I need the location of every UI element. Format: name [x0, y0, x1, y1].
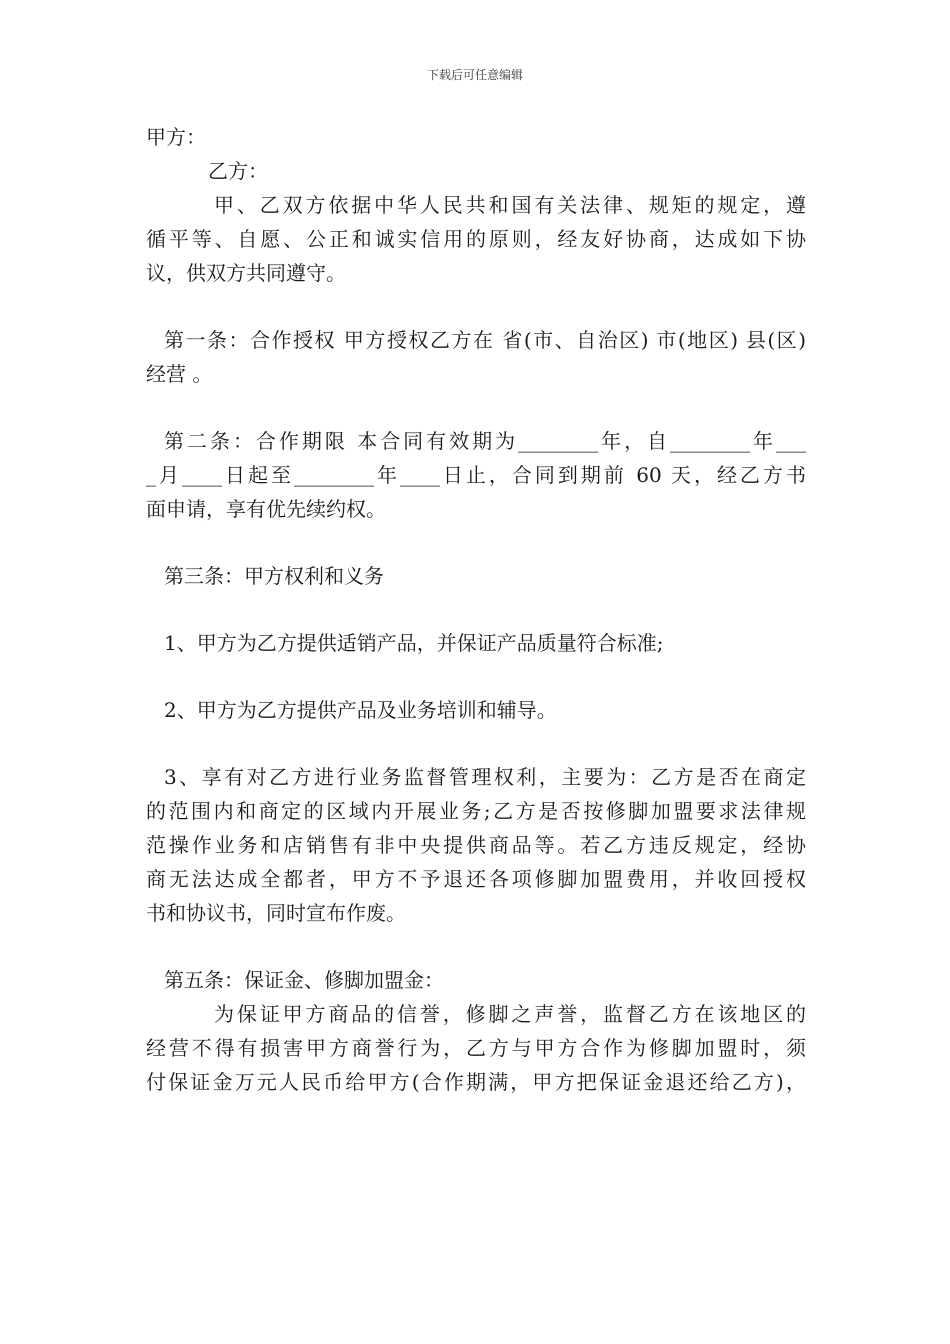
article-5-title: 第五条：保证金、修脚加盟金：: [164, 968, 444, 992]
article-1-line-1: 第一条：合作授权 甲方授权乙方在 省(市、自治区) 市(地区) 县(区): [164, 328, 806, 352]
article-2-line-2: _月____日起至________年____日止，合同到期前 60 天，经乙方书: [146, 463, 806, 487]
preamble-line-1: 甲、乙双方依据中华人民共和国有关法律、规矩的规定，遵: [214, 193, 806, 217]
article-3-item-3-line-3: 范操作业务和店销售有非中央提供商品等。若乙方违反规定，经协: [146, 833, 806, 857]
article-3-item-3-line-1: 3、享有对乙方进行业务监督管理权利，主要为：乙方是否在商定: [164, 765, 806, 789]
article-3-item-1: 1、甲方为乙方提供适销产品，并保证产品质量符合标准;: [164, 631, 664, 655]
preamble-line-2: 循平等、自愿、公正和诚实信用的原则，经友好协商，达成如下协: [146, 227, 806, 251]
document-body: [146, 120, 806, 1099]
article-5-line-1: 为保证甲方商品的信誉，修脚之声誉，监督乙方在该地区的: [214, 1002, 806, 1026]
article-5-line-3: 付保证金万元人民币给甲方(合作期满，甲方把保证金退还给乙方)，: [146, 1070, 806, 1094]
article-2-line-3: 面申请，享有优先续约权。: [146, 497, 386, 521]
article-1-line-2: 经营 。: [146, 362, 213, 386]
article-3-item-3-line-2: 的范围内和商定的区域内开展业务;乙方是否按修脚加盟要求法律规: [146, 799, 806, 823]
page-header: 下载后可任意编辑: [426, 68, 523, 82]
party-b-label: 乙方：: [208, 159, 268, 183]
party-a-label: 甲方：: [146, 125, 206, 149]
article-5-line-2: 经营不得有损害甲方商誉行为，乙方与甲方合作为修脚加盟时，须: [146, 1036, 806, 1060]
article-3-item-3-line-5: 书和协议书，同时宣布作废。: [146, 901, 406, 925]
preamble-line-3: 议，供双方共同遵守。: [146, 261, 346, 285]
article-3-item-2: 2、甲方为乙方提供产品及业务培训和辅导。: [164, 698, 557, 722]
article-3-title: 第三条：甲方权利和义务: [164, 564, 384, 588]
article-3-item-3-line-4: 商无法达成全都者，甲方不予退还各项修脚加盟费用，并收回授权: [146, 867, 806, 891]
article-2-line-1: 第二条：合作期限 本合同有效期为________年，自________年___: [164, 429, 806, 453]
